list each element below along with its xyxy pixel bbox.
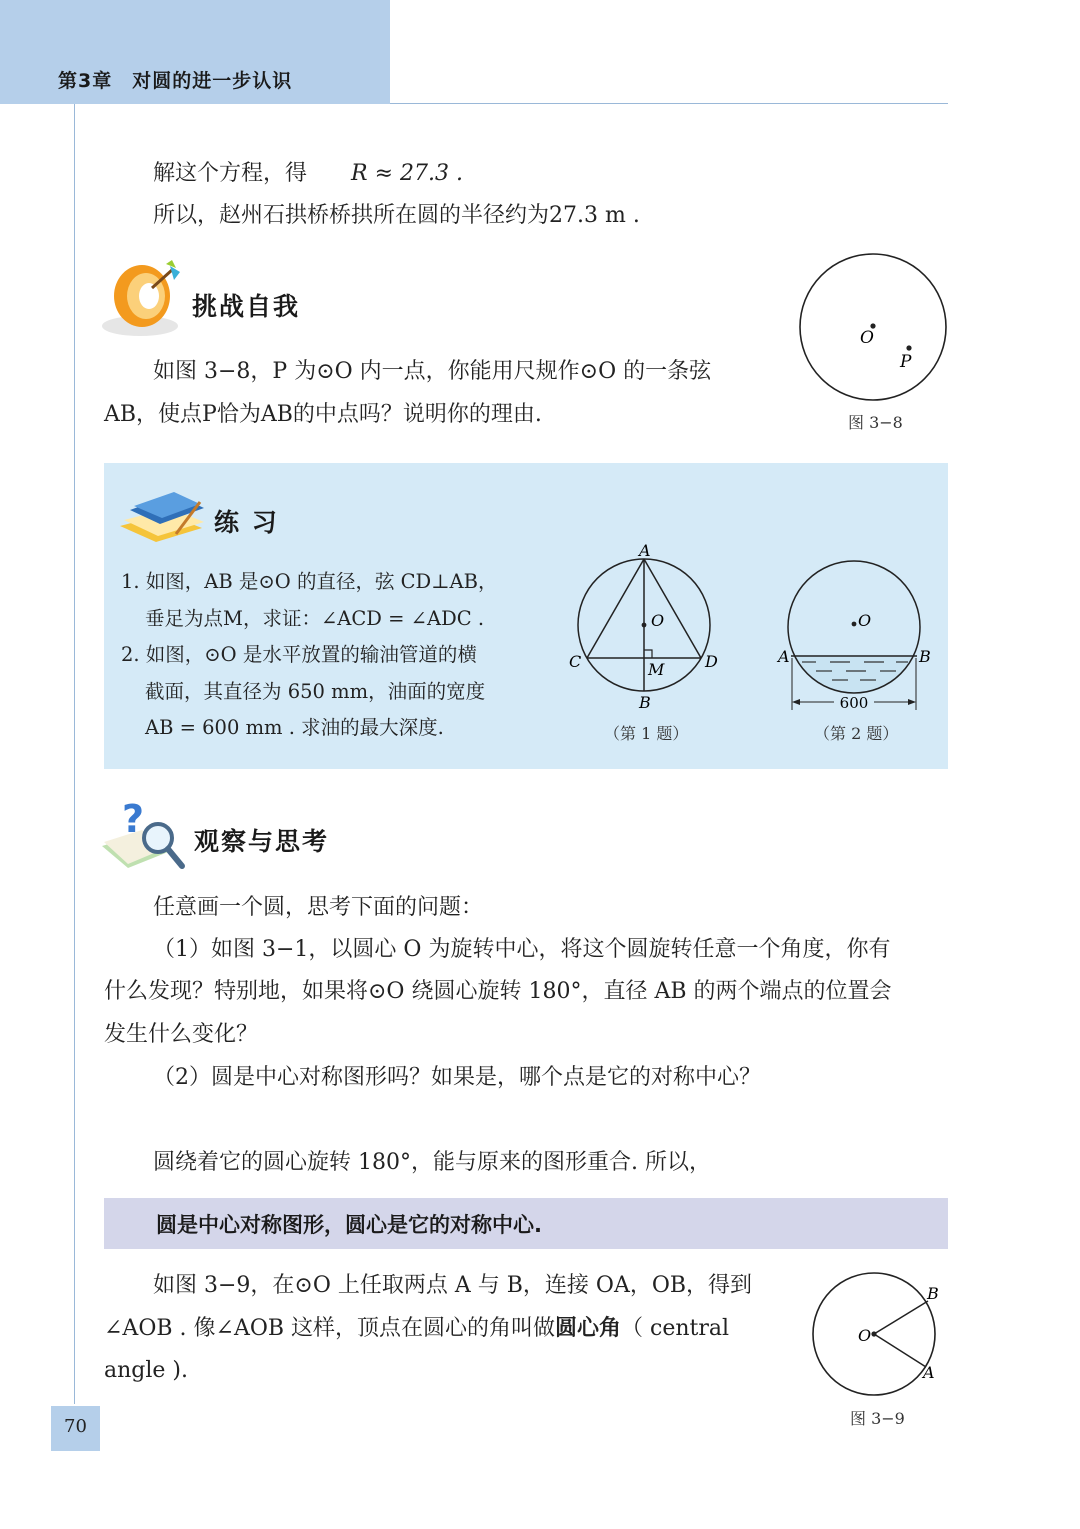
fig2-width-label: 600 [839, 694, 869, 712]
observe-line-3: 什么发现？特别地，如果将⊙O 绕圆心旋转 180°，直径 AB 的两个端点的位置会 [104, 979, 892, 1004]
chapter-title: 第3章 对圆的进一步认识 [58, 70, 293, 92]
fig39-label-a: A [923, 1363, 935, 1382]
fig1-label-m: M [648, 660, 665, 679]
header-divider [390, 103, 948, 104]
central-angle-term: 圆心角 [555, 1316, 622, 1341]
observe-line-2: （1）如图 3−1，以圆心 O 为旋转中心，将这个圆旋转任意一个角度，你有 [153, 937, 891, 962]
fig38-point-p-dot [906, 345, 911, 350]
target-icon [100, 258, 186, 340]
fig1-label-c: C [569, 652, 582, 671]
observe-line-1: 任意画一个圆，思考下面的问题： [153, 895, 484, 920]
fig1-label-d: D [705, 652, 718, 671]
challenge-line-2: AB，使点P恰为AB的中点吗？说明你的理由. [104, 402, 542, 427]
page-number: 70 [64, 1416, 87, 1437]
fig1-label-a: A [639, 541, 651, 560]
fig2-label-b: B [919, 647, 931, 666]
intro-line-1-text: 解这个方程，得 [153, 161, 308, 186]
challenge-title: 挑战自我 [192, 292, 301, 321]
fig38-label-o: O [860, 328, 874, 348]
challenge-line-1: 如图 3−8，P 为⊙O 内一点，你能用尺规作⊙O 的一条弦 [153, 359, 712, 384]
intro-line-1 [153, 159, 463, 189]
exercise-2-caption: （第 2 题） [814, 724, 899, 743]
books-icon [116, 486, 208, 548]
central-angle-english: （ central [621, 1316, 730, 1341]
exercise-1-line-1: 1. 如图，AB 是⊙O 的直径，弦 CD⊥AB， [121, 570, 498, 593]
observe-line-5: （2）圆是中心对称图形吗？如果是，哪个点是它的对称中心？ [153, 1065, 761, 1090]
fig38-label-p: P [900, 352, 912, 372]
observe-line-4: 发生什么变化？ [104, 1022, 259, 1047]
fig39-label-o: O [858, 1326, 872, 1345]
fig1-label-o: O [651, 611, 665, 630]
figure-3-8 [795, 250, 953, 408]
key-statement: 圆是中心对称图形，圆心是它的对称中心. [156, 1213, 542, 1237]
exercise-1-caption: （第 1 题） [604, 724, 689, 743]
exercise-2-line-1: 2. 如图，⊙O 是水平放置的输油管道的横 [121, 643, 477, 666]
figure-3-9 [805, 1268, 953, 1402]
figure-3-8-caption: 图 3−8 [848, 413, 903, 432]
central-angle-line-1: 如图 3−9，在⊙O 上任取两点 A 与 B，连接 OA，OB，得到 [153, 1273, 753, 1298]
central-angle-line-2-text: ∠AOB . 像∠AOB 这样，顶点在圆心的角叫做 [104, 1316, 556, 1341]
exercise-1-line-2: 垂足为点M，求证：∠ACD = ∠ADC . [145, 607, 485, 630]
fig2-label-o: O [858, 611, 872, 630]
magnifier-question-icon [98, 794, 188, 878]
conclusion-line: 圆绕着它的圆心旋转 180°，能与原来的图形重合. 所以， [153, 1150, 711, 1175]
practice-title: 练 习 [214, 508, 279, 537]
exercise-1-figure [562, 540, 728, 715]
exercise-2-line-3: AB = 600 mm . 求油的最大深度. [145, 716, 444, 739]
intro-equation: R ≈ 27.3 . [351, 161, 463, 186]
exercise-2-figure [772, 552, 938, 717]
intro-line-2: 所以，赵州石拱桥桥拱所在圆的半径约为27.3 m . [153, 203, 640, 228]
fig2-label-a: A [778, 647, 790, 666]
observe-title: 观察与思考 [194, 827, 330, 856]
central-angle-line-3: angle ). [104, 1358, 188, 1383]
svg-text:?: ? [122, 797, 145, 841]
central-angle-line-2 [104, 1314, 729, 1344]
left-margin-rule [74, 104, 75, 1404]
exercise-2-line-2: 截面，其直径为 650 mm，油面的宽度 [145, 680, 486, 703]
figure-3-9-caption: 图 3−9 [850, 1409, 905, 1428]
fig39-label-b: B [927, 1284, 939, 1303]
fig1-label-b: B [639, 693, 651, 712]
